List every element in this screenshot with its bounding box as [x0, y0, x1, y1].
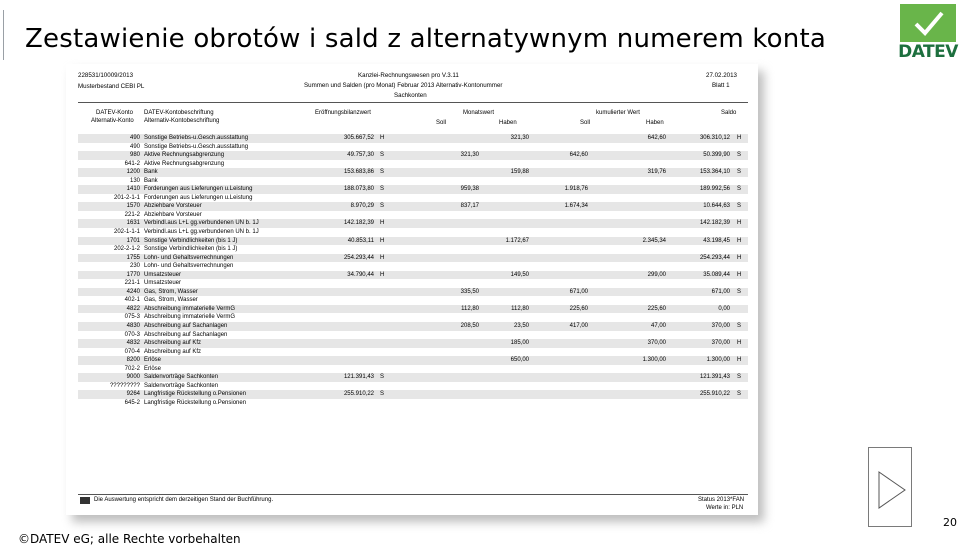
col-kum-haben: Haben [646, 120, 664, 126]
account-number: 9264 [126, 391, 140, 398]
balance-value: 671,00 [711, 288, 730, 295]
account-label: Umsatzsteuer [144, 280, 182, 287]
balance-side: S [737, 203, 742, 210]
balance-side: H [737, 271, 742, 278]
table-row [78, 356, 748, 365]
table-row [78, 245, 748, 254]
balance-value: 254.293,44 [699, 254, 730, 261]
account-label: Forderungen aus Lieferungen u.Leistung [144, 186, 253, 193]
account-number: 1631 [126, 220, 140, 227]
account-number: 221-2 [124, 211, 140, 218]
table-row [78, 305, 748, 314]
table-row [78, 228, 748, 237]
balance-side: S [737, 323, 742, 330]
account-label: Abschreibung auf Sachanlagen [144, 323, 228, 330]
balance-side: S [737, 391, 742, 398]
balance-value: 50.399,90 [703, 152, 730, 159]
account-label: Erlöse [144, 357, 162, 364]
datev-logo [898, 4, 958, 64]
cumulative-debit: 1.918,76 [564, 186, 588, 193]
footer-status: Status 2013*FAN [698, 497, 745, 503]
account-label: Abschreibung immaterielle VermG [144, 314, 236, 321]
cumulative-credit: 299,00 [647, 271, 666, 278]
col-alt-beschriftung: Alternativ-Kontobeschriftung [144, 118, 220, 124]
account-number: 9000 [126, 374, 140, 381]
table-row [78, 288, 748, 297]
month-credit: 23,50 [513, 323, 529, 330]
opening-value: 153.683,86 [343, 169, 374, 176]
balance-side: H [737, 340, 742, 347]
balance-value: 0,00 [718, 305, 730, 312]
balance-value: 43.198,45 [703, 237, 730, 244]
account-number: 402-1 [124, 297, 140, 304]
balance-side: S [737, 374, 742, 381]
account-number: 221-1 [124, 280, 140, 287]
account-number: 8200 [126, 357, 140, 364]
col-eroeffnung: Eröffnungsbilanzwert [315, 110, 371, 116]
account-label: Lohn- und Gehaltsverrechnungen [144, 254, 234, 261]
table-row [78, 151, 748, 160]
table-row [78, 390, 748, 399]
opening-side: H [380, 237, 385, 244]
balance-side: S [737, 152, 742, 159]
account-number: ????????? [109, 382, 140, 389]
opening-value: 49.757,30 [347, 152, 374, 159]
account-number: 1755 [126, 254, 140, 261]
client-id: 228531/10009/2013 [78, 72, 134, 79]
account-label: Abschreibung auf Kfz [144, 348, 202, 355]
month-credit: 159,88 [510, 169, 529, 176]
slide-title: Zestawienie obrotów i sald z alternatywnym numerem konta [25, 24, 826, 54]
account-label: Aktive Rechnungsabgrenzung [144, 152, 225, 159]
report-title: Summen und Salden (pro Monat) Februar 2013 Alternativ-Kontonummer [304, 82, 503, 89]
balance-value: 306.310,12 [699, 135, 730, 141]
table-row [78, 177, 748, 186]
opening-side: H [380, 271, 385, 278]
account-label: Sonstige Betriebs-u.Gesch.ausstattung [144, 143, 249, 150]
balance-value: 153.364,10 [699, 169, 730, 176]
left-accent-rule [3, 10, 4, 60]
opening-value: 34.790,44 [347, 271, 374, 278]
table-row [78, 160, 748, 169]
cumulative-credit: 225,60 [647, 305, 666, 312]
table-row [78, 348, 748, 357]
opening-value: 255.910,22 [343, 391, 374, 398]
account-number: 645-2 [124, 399, 140, 406]
opening-value: 305.667,52 [343, 135, 374, 141]
account-number: 1770 [126, 271, 140, 278]
account-label: Umsatzsteuer [144, 271, 182, 278]
account-number: 4822 [126, 305, 140, 312]
account-table [78, 134, 748, 408]
month-debit: 321,30 [460, 152, 479, 159]
copyright-text: DATEV eG; alle Rechte vorbehalten [30, 532, 241, 546]
cumulative-credit: 642,60 [647, 135, 666, 141]
account-number: 4240 [126, 288, 140, 295]
opening-value: 40.853,11 [347, 237, 374, 244]
table-row [78, 271, 748, 280]
account-label: Abziehbare Vorsteuer [144, 211, 202, 218]
opening-side: H [380, 220, 385, 227]
balance-value: 1.300,00 [706, 357, 730, 364]
app-name: Kanzlei-Rechnungswesen pro V.3.11 [358, 72, 459, 79]
opening-value: 254.293,44 [343, 254, 374, 261]
month-debit: 837,17 [460, 203, 479, 210]
copyright-icon: © [18, 532, 30, 546]
client-name: Musterbestand CEBI PL [78, 83, 145, 90]
account-label: Verbindl.aus L+L gg.verbundenen UN b. 1J [144, 220, 259, 227]
balance-side: S [737, 186, 742, 193]
account-label: Abziehbare Vorsteuer [144, 203, 202, 210]
month-debit: 112,80 [461, 305, 479, 312]
cumulative-debit: 671,00 [569, 288, 588, 295]
cumulative-debit: 1.674,34 [564, 203, 588, 210]
table-row [78, 339, 748, 348]
account-number: 490 [129, 135, 140, 141]
balance-value: 10.644,63 [703, 203, 730, 210]
balance-side: H [737, 254, 742, 261]
account-label: Saldenvorträge Sachkonten [144, 382, 219, 389]
account-label: Bank [144, 169, 158, 176]
table-row [78, 202, 748, 211]
footer-note: Die Auswertung entspricht dem derzeitigen Stand der Buchführung. [94, 497, 274, 503]
month-credit: 650,00 [510, 357, 529, 364]
cumulative-debit: 642,60 [569, 152, 588, 159]
datev-small-logo-icon [80, 497, 90, 504]
table-row [78, 296, 748, 305]
month-credit: 149,50 [510, 271, 529, 278]
col-monatswert: Monatswert [463, 110, 495, 116]
arrow-icon [869, 448, 911, 526]
col-monat-soll: Soll [436, 120, 447, 126]
table-row [78, 219, 748, 228]
balance-value: 370,00 [711, 323, 730, 330]
cumulative-credit: 370,00 [647, 340, 666, 347]
table-row [78, 237, 748, 246]
account-label: Abschreibung auf Sachanlagen [144, 331, 228, 338]
account-number: 070-3 [124, 331, 140, 338]
report-subtitle: Sachkonten [394, 92, 427, 99]
checkmark-icon [900, 4, 956, 42]
report-sheet [66, 64, 758, 515]
account-number: 641-2 [124, 160, 140, 167]
account-number: 201-2-1-1 [113, 194, 140, 201]
col-konto: DATEV-Konto [96, 110, 133, 116]
account-number: 4832 [126, 340, 140, 347]
account-label: Aktive Rechnungsabgrenzung [144, 160, 225, 167]
next-slide-button[interactable] [868, 447, 912, 527]
footer-currency: Werte in: PLN [706, 505, 744, 511]
table-row [78, 134, 748, 143]
balance-side: H [737, 220, 742, 227]
col-saldo: Saldo [721, 110, 737, 116]
table-row [78, 382, 748, 391]
account-number: 070-4 [124, 348, 140, 355]
balance-side: H [737, 357, 742, 364]
month-credit: 112,80 [511, 305, 529, 312]
cumulative-debit: 225,60 [569, 305, 588, 312]
cumulative-credit: 319,76 [647, 169, 666, 176]
account-label: Langfristige Rückstellung o.Pensionen [144, 391, 247, 398]
account-number: 075-3 [124, 314, 140, 321]
col-monat-haben: Haben [499, 120, 517, 126]
account-number: 1410 [126, 186, 140, 193]
account-number: 130 [129, 177, 140, 184]
month-debit: 335,50 [460, 288, 479, 295]
account-number: 230 [129, 263, 140, 270]
account-label: Sonstige Verbindlichkeiten (bis 1 J) [144, 246, 238, 253]
balance-value: 121.391,43 [699, 374, 730, 381]
month-debit: 208,50 [460, 323, 479, 330]
table-row [78, 185, 748, 194]
account-label: Abschreibung immaterielle VermG [144, 305, 236, 312]
opening-value: 142.182,39 [343, 220, 374, 227]
cumulative-credit: 2.345,34 [642, 237, 666, 244]
opening-side: S [380, 186, 385, 193]
month-debit: 959,38 [460, 186, 479, 193]
cumulative-credit: 47,00 [650, 323, 666, 330]
cumulative-credit: 1.300,00 [642, 357, 666, 364]
col-kumuliert: kumulierter Wert [596, 110, 640, 116]
opening-side: S [380, 152, 385, 159]
account-number: 490 [129, 143, 140, 150]
balance-side: H [737, 237, 742, 244]
account-label: Bank [144, 177, 158, 184]
account-number: 1701 [126, 237, 140, 244]
opening-value: 8.970,29 [350, 203, 374, 210]
opening-side: H [380, 254, 385, 261]
account-number: 4830 [126, 323, 140, 330]
account-number: 1200 [126, 169, 140, 176]
table-row [78, 399, 748, 408]
account-label: Sonstige Betriebs-u.Gesch.ausstattung [144, 135, 249, 141]
balance-value: 255.910,22 [699, 391, 730, 398]
table-row [78, 322, 748, 331]
cumulative-debit: 417,00 [569, 323, 588, 330]
opening-side: S [380, 169, 385, 176]
table-row [78, 143, 748, 152]
sheet-number: Blatt 1 [712, 82, 730, 89]
footer-rule [78, 494, 748, 495]
col-kum-soll: Soll [580, 120, 591, 126]
header-rule [78, 102, 748, 103]
month-credit: 185,00 [510, 340, 529, 347]
table-row [78, 254, 748, 263]
table-row [78, 313, 748, 322]
account-label: Langfristige Rückstellung o.Pensionen [144, 399, 247, 406]
month-credit: 1.172,67 [505, 237, 529, 244]
opening-side: S [380, 203, 385, 210]
account-label: Sonstige Verbindlichkeiten (bis 1 J) [144, 237, 238, 244]
month-credit: 321,30 [510, 135, 529, 141]
account-label: Verbindl.aus L+L gg.verbundenen UN b. 1J [144, 229, 259, 236]
page-number: 20 [943, 516, 957, 529]
col-alt-konto: Alternativ-Konto [91, 118, 134, 124]
opening-side: S [380, 391, 385, 398]
opening-value: 121.391,43 [343, 374, 374, 381]
account-label: Gas, Strom, Wasser [144, 297, 198, 304]
account-number: 702-2 [124, 365, 140, 372]
balance-side: S [737, 288, 742, 295]
account-label: Erlöse [144, 365, 162, 372]
account-label: Gas, Strom, Wasser [144, 288, 198, 295]
logo-text: DATEV [898, 42, 958, 62]
table-row [78, 331, 748, 340]
account-label: Lohn- und Gehaltsverrechnungen [144, 263, 234, 270]
account-number: 980 [129, 152, 140, 159]
account-label: Saldenvorträge Sachkonten [144, 374, 219, 381]
balance-value: 35.089,44 [703, 271, 730, 278]
opening-side: H [380, 135, 385, 141]
account-label: Abschreibung auf Kfz [144, 340, 202, 347]
table-row [78, 211, 748, 220]
table-row [78, 373, 748, 382]
account-label: Forderungen aus Lieferungen u.Leistung [144, 194, 253, 201]
col-beschriftung: DATEV-Kontobeschriftung [144, 110, 214, 116]
opening-value: 188.073,80 [343, 186, 374, 193]
copyright [18, 532, 241, 546]
table-row [78, 168, 748, 177]
balance-value: 189.992,56 [699, 186, 730, 193]
table-row [78, 279, 748, 288]
account-number: 202-1-1-1 [113, 229, 140, 236]
balance-value: 370,00 [711, 340, 730, 347]
table-row [78, 365, 748, 374]
balance-side: S [737, 169, 742, 176]
account-number: 202-2-1-2 [113, 246, 140, 253]
table-row [78, 194, 748, 203]
account-number: 1570 [126, 203, 140, 210]
balance-value: 142.182,39 [699, 220, 730, 227]
balance-side: H [737, 135, 742, 141]
report-date: 27.02.2013 [706, 72, 737, 79]
opening-side: S [380, 374, 385, 381]
table-row [78, 262, 748, 271]
